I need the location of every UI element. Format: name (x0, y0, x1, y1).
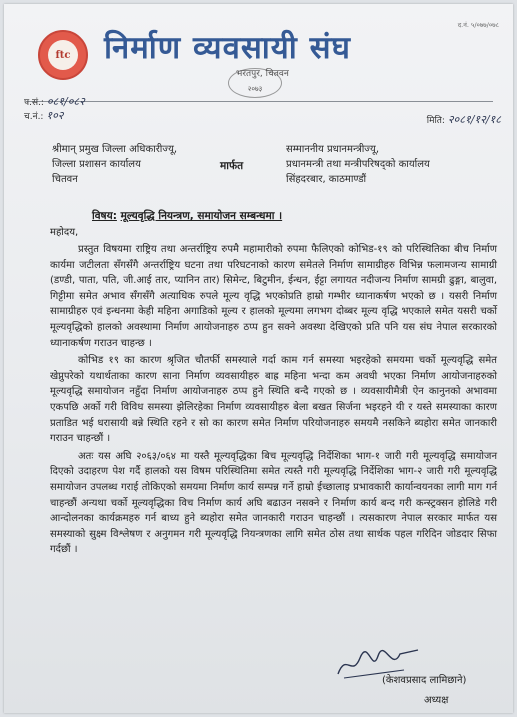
via-label: मार्फत (220, 160, 244, 172)
org-address: भरतपुर, चितवन (236, 69, 289, 79)
subject-label: विषय: (92, 210, 117, 222)
org-logo (38, 30, 88, 80)
chalani-number (24, 108, 64, 123)
cc-line-3: सिंहदरबार, काठमाण्डौं (286, 174, 367, 185)
body-paragraph-2: कोभिड १९ का कारण श्रृजित चौतर्फी समस्याले गर्दा काम गर्न समस्या भइरहेको समयमा चर्को मूल्यवृद्धि समेत खेप्नुपरेको यथार्थताका कारण साना निर्माण व्यवसायीहरु बाह्र महिना भन्दा कम अवधी भएका निर्माण आयोजनाहरुको मूल्यवृद्धि समायोजन नहुँदा निर्माण आयोजनाहरु ठप्प हुने स्थिति बन्दै गएको छ । व्यवसायीमैत्री ऐन कानुनको अभावमा एकपछि अर्को गरी विविध समस्या झेलिरहेका निर्माण व्यवसायीहरु बेला बखत सिर्जना भइरहने यी र यस्ते समस्याका कारण प्रताडित भई धरासायी बन्ने स्थिति रहने र सो का कारण समेत निर्माण परियोजनाहरु समयमै नसकिने ब्यहोरा समेत जानकारी गराउन चाहन्छौं । (50, 355, 497, 445)
body-paragraph-1: प्रस्तुत विषयमा राष्ट्रिय तथा अन्तर्राष्ट्रिय रुपमै महामारीको रुपमा फैलिएको कोभिड-१९ को परिस्थितिका बीच निर्माण कार्यमा जटीलता सँगसँगै अन्तर्राष्ट्रिय घटना तथा परिघटनाको कारण समेतले निर्माण सामाग्रीहरु विभिन्न फलामजन्य सामाग्री (डण्डी, पाता, पति, जी.आई तार, प्यानिन तार) सिमेन्ट, बिटुमीन, ईन्धन, ईट्टा लगायत नदीजन्य निर्माण सामग्री ढुङ्गा, बालुवा, गिट्टीमा समेत अभाव सँगसँगै अत्याधिक रुपले मूल्य वृद्धि भएकोप्रति हाम्रो गम्भीर ध्यानाकर्षण भएको छ । यसरी निर्माण सामाग्रीहरु एवं इन्धनमा केही महिना अगाडिको मूल्य र हालको मूल्यमा लगभग दोब्बर मूल्य वृद्धि भएकाले समेत यसरी चर्को मूल्यवृद्धिको हालको अवस्थामा निर्माण आयोजनाहरु ठप्प हुन सक्ने अवस्था देखिएको प्रति पनि यस संघ नेपाल सरकारको ध्यानाकर्षण गराउन चाहन्छ । (50, 244, 497, 349)
cc-line-1: सम्माननीय प्रधानमन्त्रीज्यू, (286, 144, 380, 155)
letter-date (427, 112, 501, 127)
patra-value: ०८१/०८२ (46, 95, 85, 108)
salutation: महोदय, (50, 227, 79, 238)
signatory-title: अध्यक्ष (424, 695, 449, 706)
subject-line (92, 209, 282, 223)
header-divider (26, 101, 493, 102)
date-label: मिति: (426, 116, 445, 126)
cc-line-2: प्रधानमन्त्री तथा मन्त्रीपरिषद्को कार्यालय (286, 159, 430, 170)
recipient-line-3: चितवन (52, 174, 78, 185)
org-name: निर्माण व्यवसायी संघ (104, 30, 351, 66)
cc-address (286, 142, 430, 187)
recipient-line-2: जिल्ला प्रशासन कार्यालय (52, 159, 141, 170)
patra-label: प.सं.: (24, 98, 44, 108)
subject-text: मूल्यवृद्धि नियन्त्रण, समायोजन सम्बन्धमा । (120, 210, 283, 222)
patra-sankhya (24, 94, 85, 109)
registration-number: द.नं. ५/०७७/०७८ (457, 21, 499, 29)
recipient-address (52, 142, 177, 187)
stamp-text: २०७३ (247, 85, 263, 93)
logo-mark: ftc (48, 40, 78, 70)
letter-sheet (4, 4, 513, 713)
body-paragraph-3: अतः यस अघि २०६३/०६४ मा यस्तै मूल्यवृद्धिका बिच मूल्यवृद्धि निर्देशिका भाग-१ जारी गरी मूल्यवृद्धि समायोजन दिएको उदाहरण पेश गर्दै हालको यस विषम परिस्थितिमा समेत त्यस्तै गरी मूल्यवृद्धि निर्देशिका भाग-२ जारी गरी मूल्यवृद्धि समायोजन उपलब्ध गराई तोकिएको समयमा निर्माण कार्य सम्पन्न गर्ने हाम्रो ईच्छालाइ प्रभावकारी कार्यान्वयनका लागी माग गर्न चाहन्छौं अन्यथा चर्को मूल्यवृद्धिका विच निर्माण कार्य अघि बढाउन नसक्ने र निर्माण कार्य बन्द गरी कन्स्ट्रक्सन होलिडे गरी आन्दोलनका कार्यक्रमहरु गर्न बाध्य हुने ब्यहोरा समेत जानकारी गराउन चाहन्छौं । त्यसकारण नेपाल सरकार मार्फत यस समस्याको सुक्ष्म विश्लेषण र अनुगमन गरी मूल्यवृद्धि नियन्त्रणका लागि समेत ठोस तथा सार्थक पहल गरिदिन जोडदार सिफा गर्दछौं । (50, 450, 497, 556)
chalani-value: १०२ (46, 109, 64, 122)
letter-body (50, 242, 497, 560)
recipient-line-1: श्रीमान् प्रमुख जिल्ला अधिकारीज्यू, (52, 144, 178, 155)
chalani-label: च.नं.: (24, 112, 44, 122)
date-value: २०८१/१२/१८ (447, 113, 501, 126)
signatory-name: (केशवप्रसाद लामिछाने) (382, 675, 467, 686)
